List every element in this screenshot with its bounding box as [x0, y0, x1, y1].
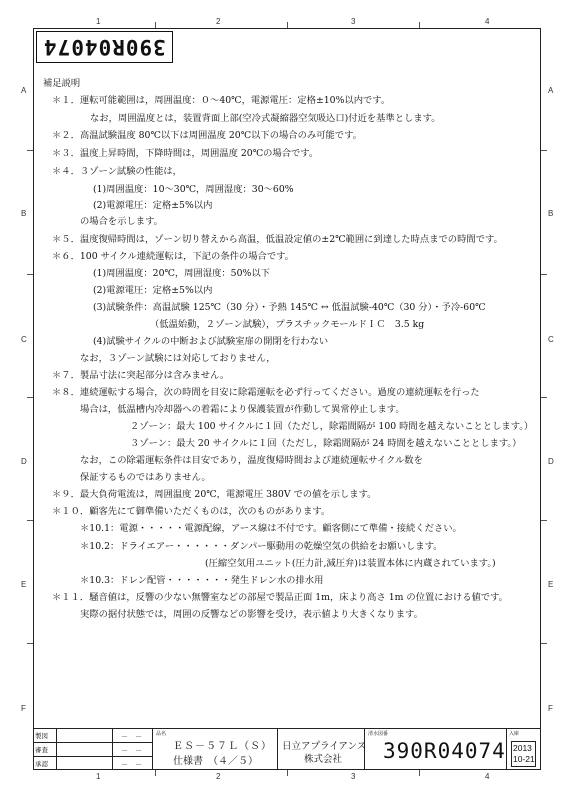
- note-line: (1)周囲温度：10～30℃，周囲湿度：30～60%: [93, 184, 294, 195]
- border-tick: [419, 770, 420, 776]
- date-month-day: 10-21: [513, 754, 535, 764]
- column-marker-top: 1: [96, 17, 101, 26]
- role-label: 製図: [35, 733, 48, 740]
- drawing-number: 390R04074: [383, 739, 506, 763]
- note-line: (1)周囲温度：20℃，周囲湿度：50%以下: [93, 268, 270, 279]
- note-line: ２ゾーン：最大 100 サイクルに１回（ただし，除霜間隔が 100 時間を越えないこととします。）: [130, 421, 534, 432]
- drawing-number-label: 清水図番: [368, 731, 389, 737]
- row-marker-left: E: [21, 580, 27, 589]
- note-line: （低温始動，２ゾーン試験），プラスチックモールドＩＣ 3.5 kg: [150, 319, 425, 330]
- border-tick: [541, 520, 547, 521]
- column-marker-bottom: 4: [485, 772, 490, 781]
- note-line: (2)電源電圧：定格±5%以内: [93, 285, 213, 296]
- column-marker-top: 3: [351, 17, 356, 26]
- note-line: ３ゾーン：最大 20 サイクルに１回（ただし，除霜間隔が 24 時間を越えないこととします。）: [130, 438, 522, 449]
- note-line: 場合は，低温槽内冷却器への着霜により保護装置が作動して異常停止します。: [80, 404, 405, 415]
- border-tick: [27, 520, 33, 521]
- note-line: ＊１１．騒音値は，反響の少ない無響室などの部屋で製品正面 1m，床より高さ 1m の位置における値です。: [52, 592, 508, 603]
- note-line: ＊３．温度上昇時間，下降時間は，周囲温度 20℃の場合です。: [52, 148, 319, 159]
- title-block: [33, 728, 541, 770]
- column-marker-bottom: 1: [96, 772, 101, 781]
- note-line: (4)試験サイクルの中断および試験室扉の開閉を行わない: [93, 336, 329, 347]
- border-tick: [541, 643, 547, 644]
- note-line: ＊１０．顧客先にて御準備いただくものは，次のものがあります。: [52, 506, 331, 517]
- row-marker-left: F: [21, 704, 26, 713]
- note-line: なお，３ゾーン試験には対応しておりません，: [80, 353, 276, 364]
- role-label: 承認: [35, 761, 48, 768]
- border-tick: [287, 22, 288, 28]
- note-line: ＊５．温度復帰時間は，ゾーン切り替えから高温，低温設定値の±2℃範囲に到達した時点までの時間です。: [52, 234, 503, 245]
- row-marker-right: F: [548, 704, 553, 713]
- note-line: ＊１．運転可能範囲は，周囲温度：０～40℃，電源電圧：定格±10%以内です。: [52, 95, 391, 106]
- company-name: 日立アプライアンス: [282, 741, 367, 752]
- product-label: 品名: [156, 731, 167, 737]
- role-value: － －: [121, 734, 142, 741]
- role-value: － －: [121, 748, 142, 755]
- row-marker-left: A: [21, 86, 27, 95]
- row-marker-left: D: [21, 457, 27, 466]
- row-marker-left: C: [21, 335, 27, 344]
- border-tick: [155, 22, 156, 28]
- row-marker-right: E: [548, 580, 554, 589]
- note-line: ＊10.3：ドレン配管・・・・・・・発生ドレン水の排水用: [80, 575, 324, 586]
- row-marker-right: C: [548, 335, 554, 344]
- note-line: (2)電源電圧：定格±5%以内: [93, 200, 213, 211]
- border-tick: [27, 150, 33, 151]
- border-tick: [419, 22, 420, 28]
- border-tick: [287, 770, 288, 776]
- note-line: ＊９．最大負荷電流は，周囲温度 20℃，電源電圧 380V での値を示します。: [52, 489, 377, 500]
- date-year: 2013: [513, 743, 532, 753]
- note-line: ＊４．３ゾーン試験の性能は，: [52, 166, 182, 177]
- date-label: 入庫: [509, 731, 520, 737]
- border-tick: [541, 274, 547, 275]
- note-line: なお，周囲温度とは，装置背面上部(空冷式凝縮器空気吸込口)付近を基準とします。: [90, 113, 441, 124]
- note-line: ＊10.2：ドライエアー・・・・・・ダンパー駆動用の乾燥空気の供給をお願いします。: [80, 541, 443, 552]
- border-tick: [155, 770, 156, 776]
- note-line: の場合を示します。: [80, 216, 163, 227]
- row-marker-right: A: [548, 86, 554, 95]
- note-line: (圧縮空気用ユニット(圧力計,減圧弁)は装置本体に内蔵されています。): [205, 558, 496, 569]
- drawing-number-stamp: [36, 31, 173, 63]
- role-label: 審査: [35, 747, 48, 754]
- row-marker-right: D: [548, 457, 554, 466]
- border-tick: [541, 150, 547, 151]
- row-marker-right: B: [548, 209, 554, 218]
- column-marker-top: 4: [485, 17, 490, 26]
- border-tick: [27, 643, 33, 644]
- company-suffix: 株式会社: [304, 754, 343, 765]
- note-line: ＊６．100 サイクル連続運転は，下記の条件の場合です。: [52, 251, 294, 262]
- signature-column: [57, 729, 113, 770]
- note-line: 実際の据付状態では，周囲の反響などの影響を受け，表示値より大きくなります。: [80, 609, 423, 620]
- row-marker-left: B: [21, 209, 27, 218]
- note-line: ＊８．連続運転する場合，次の時間を目安に除霜運転を必ず行ってください。過度の連続運転を行った: [52, 387, 480, 398]
- note-line: なお，この除霜運転条件は目安であり，温度復帰時間および連続運転サイクル数を: [80, 455, 423, 466]
- document-title: 仕様書 （４／５）: [173, 756, 258, 767]
- border-tick: [27, 397, 33, 398]
- product-name: ＥＳ－５７Ｌ（Ｓ）: [173, 741, 272, 752]
- note-line: 保証するものではありません。: [80, 472, 211, 483]
- note-line: (3)試験条件：高温試験 125℃（30 分）・予熱 145℃ ↔ 低温試験-40℃（30 分）・予冷-60℃: [93, 302, 486, 313]
- border-tick: [27, 274, 33, 275]
- role-value: － －: [121, 762, 142, 769]
- note-line: ＊２．高温試験温度 80℃以下は周囲温度 20℃以下の場合のみ可能です。: [52, 130, 362, 141]
- border-tick: [541, 397, 547, 398]
- column-marker-bottom: 3: [351, 772, 356, 781]
- note-line: ＊10.1：電源・・・・・電源配線，アース線は不付です。顧客側にて準備・接続ください。: [80, 523, 462, 534]
- column-marker-top: 2: [216, 17, 221, 26]
- section-title: 補足説明: [43, 78, 81, 89]
- column-marker-bottom: 2: [216, 772, 221, 781]
- stamp-number: 390R04074: [43, 35, 166, 59]
- note-line: ＊７．製品寸法に突起部分は含みません。: [52, 370, 230, 381]
